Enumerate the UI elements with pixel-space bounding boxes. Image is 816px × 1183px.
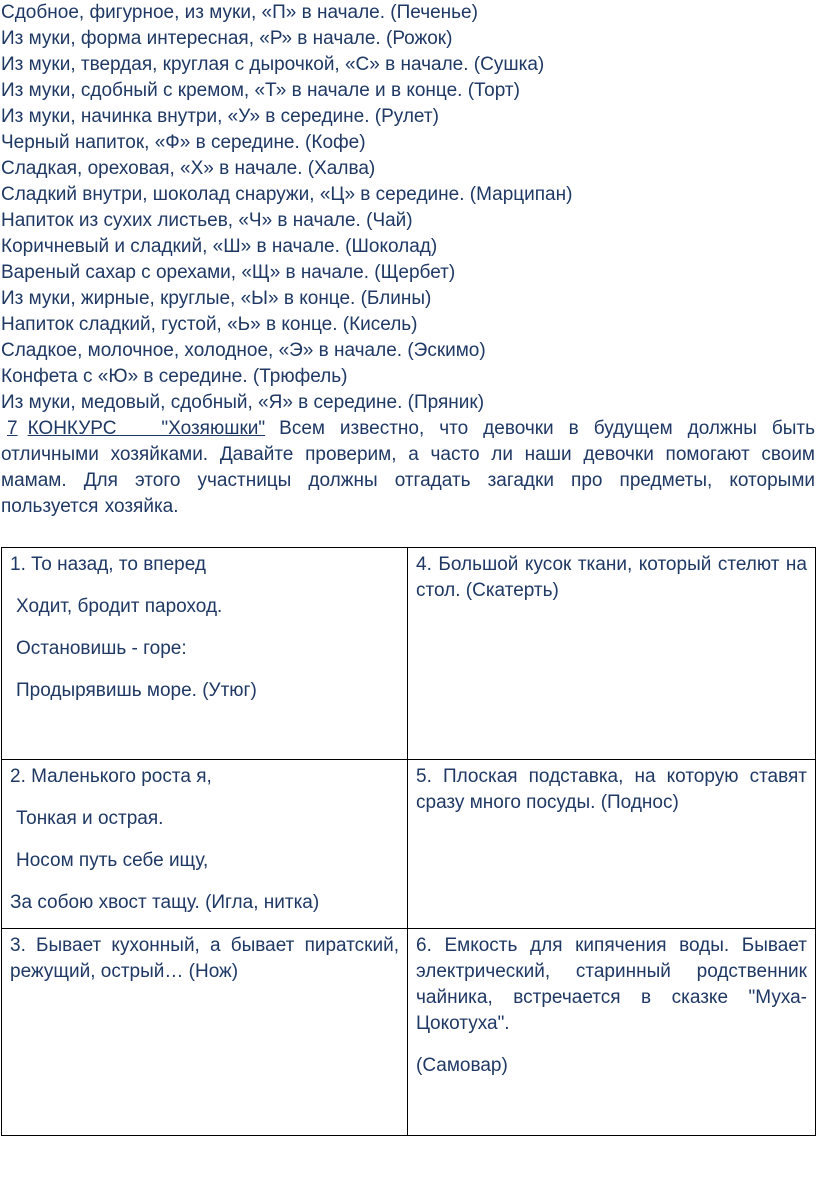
cell-line: Остановишь - горе: bbox=[16, 638, 187, 659]
table-row bbox=[2, 929, 816, 1136]
riddle-line: Сладкое, молочное, холодное, «Э» в начале. (Эскимо) bbox=[1, 340, 486, 361]
document-page bbox=[0, 0, 816, 520]
riddle-line: Сдобное, фигурное, из муки, «П» в начале. (Печенье) bbox=[1, 2, 478, 23]
riddle-line: Из муки, начинка внутри, «У» в середине. (Рулет) bbox=[1, 106, 439, 127]
riddle-line: Из муки, медовый, сдобный, «Я» в середине. (Пряник) bbox=[1, 392, 485, 413]
contest-text: Всем известно, что девочки в будущем должны быть отличными хозяйками. Давайте проверим, а часто ли наши девочки помогают своим мамам. Для этого участницы должны отгадать загадки про предметы, которыми пользуется хозяйка. bbox=[1, 418, 815, 517]
contest-title: КОНКУРС "Хозяюшки" bbox=[27, 418, 266, 439]
table-cell-6 bbox=[408, 929, 816, 1136]
riddle-line: Из муки, сдобный с кремом, «Т» в начале и в конце. (Торт) bbox=[1, 80, 520, 101]
cell-text: 5. Плоская подставка, на которую ставят сразу много посуды. (Поднос) bbox=[416, 766, 807, 813]
cell-line: 2. Маленького роста я, bbox=[10, 766, 212, 787]
riddle-line: Конфета с «Ю» в середине. (Трюфель) bbox=[1, 366, 348, 387]
riddles-table bbox=[1, 547, 816, 1136]
cell-line: 1. То назад, то вперед bbox=[10, 554, 206, 575]
contest-paragraph bbox=[0, 416, 816, 520]
riddle-line: Из муки, форма интересная, «Р» в начале. (Рожок) bbox=[1, 28, 453, 49]
table-row bbox=[2, 760, 816, 929]
riddle-line: Коричневый и сладкий, «Ш» в начале. (Шоколад) bbox=[1, 236, 438, 257]
riddle-line: Напиток из сухих листьев, «Ч» в начале. (Чай) bbox=[1, 210, 413, 231]
riddle-line: Сладкий внутри, шоколад снаружи, «Ц» в середине. (Марципан) bbox=[1, 184, 573, 205]
riddle-line: Из муки, твердая, круглая с дырочкой, «С» в начале. (Сушка) bbox=[1, 54, 545, 75]
riddle-line: Напиток сладкий, густой, «Ь» в конце. (Кисель) bbox=[1, 314, 418, 335]
riddle-line: Черный напиток, «Ф» в середине. (Кофе) bbox=[1, 132, 366, 153]
riddle-list bbox=[0, 0, 816, 416]
table-cell-5 bbox=[408, 760, 816, 929]
table-cell-3 bbox=[2, 929, 408, 1136]
table-row bbox=[2, 548, 816, 760]
riddle-line: Сладкая, ореховая, «Х» в начале. (Халва) bbox=[1, 158, 376, 179]
cell-line: Продырявишь море. (Утюг) bbox=[16, 680, 257, 701]
table-cell-2 bbox=[2, 760, 408, 929]
table-cell-1 bbox=[2, 548, 408, 760]
cell-text: 4. Большой кусок ткани, который стелют на стол. (Скатерть) bbox=[416, 554, 807, 601]
cell-line: Тонкая и острая. bbox=[16, 808, 164, 829]
cell-line: Носом путь себе ищу, bbox=[16, 850, 209, 871]
cell-answer: (Самовар) bbox=[416, 1055, 508, 1076]
riddle-line: Из муки, жирные, круглые, «Ы» в конце. (Блины) bbox=[1, 288, 432, 309]
cell-text: 6. Емкость для кипячения воды. Бывает электрический, старинный родственник чайника, встречается в сказке "Муха-Цокотуха". bbox=[416, 935, 807, 1034]
cell-line: Ходит, бродит пароход. bbox=[16, 596, 223, 617]
cell-text: 3. Бывает кухонный, а бывает пиратский, режущий, острый… (Нож) bbox=[10, 935, 399, 982]
table-cell-4 bbox=[408, 548, 816, 760]
riddle-line: Вареный сахар с орехами, «Щ» в начале. (Щербет) bbox=[1, 262, 456, 283]
cell-line: За собою хвост тащу. (Игла, нитка) bbox=[10, 892, 320, 913]
contest-number: 7 bbox=[7, 418, 18, 439]
